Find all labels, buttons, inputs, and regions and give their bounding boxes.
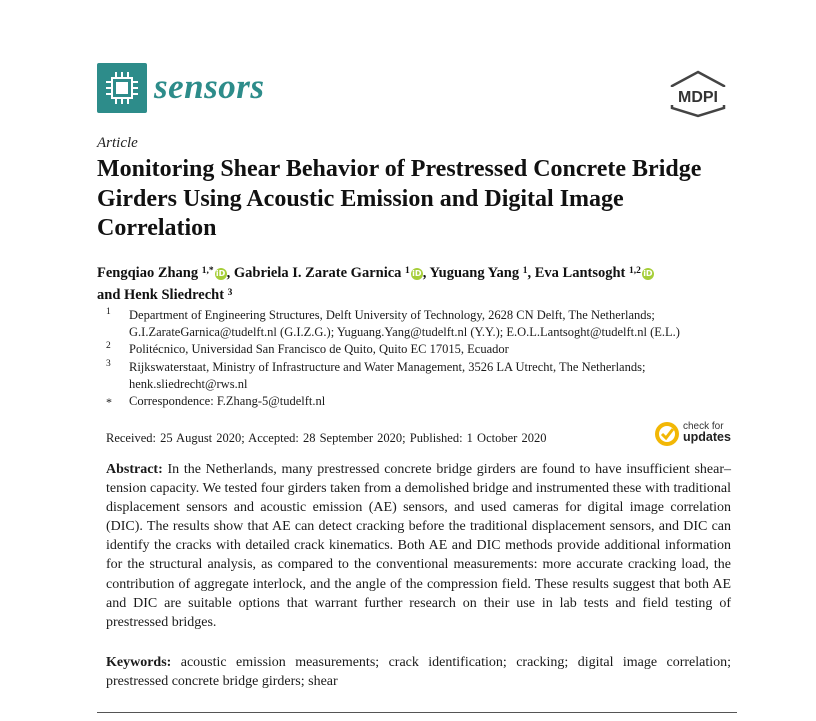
orcid-icon[interactable]: iD bbox=[643, 269, 653, 278]
affiliation-number: * bbox=[106, 395, 112, 409]
author-name: Eva Lantsoght bbox=[534, 265, 626, 281]
author-name: Fengqiao Zhang bbox=[97, 265, 199, 281]
abstract-text: In the Netherlands, many prestressed concrete bridge girders are found to have insufficient shear–tension capacity. We tested four girders taken from a demolished bridge and instrumented these with traditional displacement sensors and acoustic emission (AE) sensors, and used cameras for digital image correlation (DIC). The results show that AE can detect cracking before the traditional displacement sensors, and DIC can identify the cracks with detailed crack kinematics. Both AE and DIC methods provide additional information for the structural analysis, as compared to the conventional measurements: more accurate cracking load, the contribution of aggregate interlock, and the angle of the compression field. These results suggest that both AE and DIC are suitable options that warrant further research on their use in lab tests and field testing of prestressed bridges. bbox=[106, 462, 732, 630]
mdpi-logo-text: MDPI bbox=[678, 89, 718, 106]
affiliation-number: 2 bbox=[106, 341, 111, 351]
affiliation-text: Department of Engineering Structures, Delft University of Technology, 2628 CN Delft, The Netherlands; G.I.ZarateGarnica@tudelft.nl (G.I.Z.G.); Yuguang.Yang@tudelft.nl (Y.Y.); E.O.L.Lantsoght@tudelft.nl (E.L.) bbox=[129, 308, 680, 339]
keywords-text: acoustic emission measurements; crack identification; cracking; digital image correlation; prestressed concrete bridge girders; shear bbox=[106, 655, 731, 690]
abstract bbox=[106, 460, 731, 632]
mdpi-logo bbox=[668, 70, 728, 118]
keywords bbox=[106, 653, 731, 691]
keywords-label: Keywords: bbox=[106, 655, 172, 670]
article-type: Article bbox=[97, 135, 138, 151]
author-affiliation-mark: 1 bbox=[522, 266, 528, 276]
abstract-label: Abstract: bbox=[106, 462, 163, 477]
section-divider bbox=[97, 712, 737, 713]
affiliation-number: 3 bbox=[106, 359, 111, 369]
orcid-icon[interactable]: iD bbox=[215, 269, 226, 278]
affiliation-number: 1 bbox=[106, 307, 111, 317]
author-affiliation-mark: 1 bbox=[405, 266, 410, 276]
check-updates-icon bbox=[653, 420, 681, 448]
orcid-icon[interactable]: iD bbox=[412, 269, 422, 278]
journal-name: sensors bbox=[154, 67, 265, 106]
affiliation-text: Politécnico, Universidad San Francisco de Quito, Quito EC 17015, Ecuador bbox=[129, 342, 509, 356]
author-affiliation-mark: 3 bbox=[227, 288, 233, 298]
author-affiliation-mark: 1,2 bbox=[629, 266, 641, 276]
author-affiliation-mark: 1,* bbox=[201, 266, 214, 276]
publication-dates: Received: 25 August 2020; Accepted: 28 September 2020; Published: 1 October 2020 bbox=[106, 431, 547, 445]
affiliation-text: Rijkswaterstaat, Ministry of Infrastructure and Water Management, 3526 LA Utrecht, The Netherlands; henk.sliedrecht@rws.nl bbox=[129, 360, 646, 391]
check-updates-line2: updates bbox=[683, 430, 731, 444]
journal-logo-icon bbox=[97, 63, 147, 113]
paper-title: Monitoring Shear Behavior of Prestressed Concrete Bridge Girders Using Acoustic Emission and Digital Image Correlation bbox=[97, 156, 702, 241]
author-name: Yuguang Yang bbox=[429, 265, 520, 281]
author-name: Gabriela I. Zarate Garnica bbox=[233, 265, 402, 281]
affiliation-text: Correspondence: F.Zhang-5@tudelft.nl bbox=[129, 394, 326, 408]
author-joiner: and bbox=[97, 287, 121, 303]
author-list: Fengqiao Zhang $^{1,*}$ iD, Gabriela I. Zarate Garnica $^1$ iD, Yuguang Yang $^1$, Eva Lantsoght $^{1,2}$ iD and Henk Sliedrecht $^3$ bbox=[97, 265, 653, 303]
check-for-updates-badge[interactable] bbox=[653, 420, 743, 450]
author-name: Henk Sliedrecht bbox=[124, 287, 225, 303]
check-updates-line1: check for bbox=[683, 421, 724, 432]
